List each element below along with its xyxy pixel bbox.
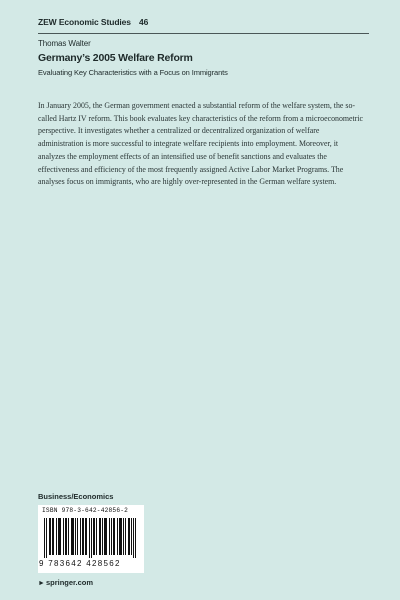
publisher-link[interactable] bbox=[38, 578, 93, 587]
barcode-bar bbox=[94, 518, 95, 555]
barcode-bar bbox=[119, 518, 120, 555]
barcode-bar bbox=[102, 518, 103, 555]
barcode-image bbox=[44, 518, 138, 558]
series-name: ZEW Economic Studies bbox=[38, 17, 131, 27]
barcode-bar bbox=[106, 518, 107, 555]
barcode-bar bbox=[131, 518, 132, 555]
barcode-bar bbox=[113, 518, 114, 555]
barcode-bar bbox=[105, 518, 106, 555]
book-title: Germany’s 2005 Welfare Reform bbox=[38, 52, 193, 64]
subject-category: Business/Economics bbox=[38, 492, 114, 501]
barcode-bar bbox=[60, 518, 61, 555]
barcode-bar bbox=[128, 518, 129, 555]
barcode-bar bbox=[50, 518, 51, 555]
barcode-bar bbox=[93, 518, 94, 555]
barcode-bar bbox=[66, 518, 67, 555]
barcode-bar bbox=[114, 518, 115, 555]
barcode-bar bbox=[133, 518, 134, 558]
series-line bbox=[38, 17, 148, 27]
barcode-bar bbox=[82, 518, 83, 555]
isbn-barcode-box bbox=[38, 505, 144, 573]
barcode-bar bbox=[99, 518, 100, 555]
barcode-bar bbox=[129, 518, 130, 555]
barcode-bar bbox=[75, 518, 76, 555]
isbn-label: ISBN 978-3-642-42856-2 bbox=[42, 507, 129, 514]
series-number: 46 bbox=[138, 17, 149, 27]
barcode-bar bbox=[120, 518, 121, 555]
barcode-bar bbox=[68, 518, 69, 555]
barcode-bar bbox=[123, 518, 124, 555]
barcode-bar bbox=[86, 518, 87, 555]
barcode-bar bbox=[56, 518, 57, 555]
barcode-bar bbox=[83, 518, 84, 555]
author-name: Thomas Walter bbox=[38, 39, 91, 48]
barcode-bar bbox=[109, 518, 110, 555]
barcode-bar bbox=[96, 518, 97, 555]
barcode-bar bbox=[135, 518, 136, 558]
barcode-bar bbox=[111, 518, 112, 555]
barcode-bar bbox=[77, 518, 78, 555]
book-subtitle: Evaluating Key Characteristics with a Focus on Immigrants bbox=[38, 68, 228, 77]
barcode-bar bbox=[73, 518, 74, 555]
barcode-bar bbox=[125, 518, 126, 555]
barcode-bar bbox=[72, 518, 73, 555]
barcode-bar bbox=[104, 518, 105, 555]
header-rule bbox=[38, 33, 369, 34]
barcode-bar bbox=[44, 518, 45, 558]
barcode-bar bbox=[80, 518, 81, 555]
barcode-bar bbox=[52, 518, 53, 555]
publisher-label: springer.com bbox=[45, 578, 94, 587]
barcode-digits: 9 783642 428562 bbox=[39, 559, 121, 568]
barcode-bar bbox=[121, 518, 122, 555]
springer-arrow-icon: ► bbox=[38, 580, 45, 587]
barcode-bar bbox=[91, 518, 92, 558]
barcode-bar bbox=[85, 518, 86, 555]
barcode-bar bbox=[59, 518, 60, 555]
barcode-bar bbox=[58, 518, 59, 555]
barcode-bar bbox=[89, 518, 90, 558]
barcode-bar bbox=[53, 518, 54, 555]
barcode-bar bbox=[46, 518, 47, 558]
barcode-bar bbox=[100, 518, 101, 555]
barcode-bar bbox=[63, 518, 64, 555]
barcode-bar bbox=[117, 518, 118, 555]
book-blurb: In January 2005, the German government enacted a substantial reform of the welfare system, the so-called Hartz IV reform. This book evaluates key characteristics of the reform from a microeconometric perspective. It investigates whether a centralized or decentralized organization of welfare administration is more successful to integrate welfare recipients into employment. Moreover, it analyzes the employment effects of an intensified use of benefit sanctions and evaluates the effectiveness and efficiency of the most frequently assigned Active Labor Market Programs. The analyses focus on immigrants, who are highly over-represented in the German welfare system. bbox=[38, 101, 364, 187]
barcode-bar bbox=[49, 518, 50, 555]
barcode-bar bbox=[71, 518, 72, 555]
barcode-bar bbox=[65, 518, 66, 555]
